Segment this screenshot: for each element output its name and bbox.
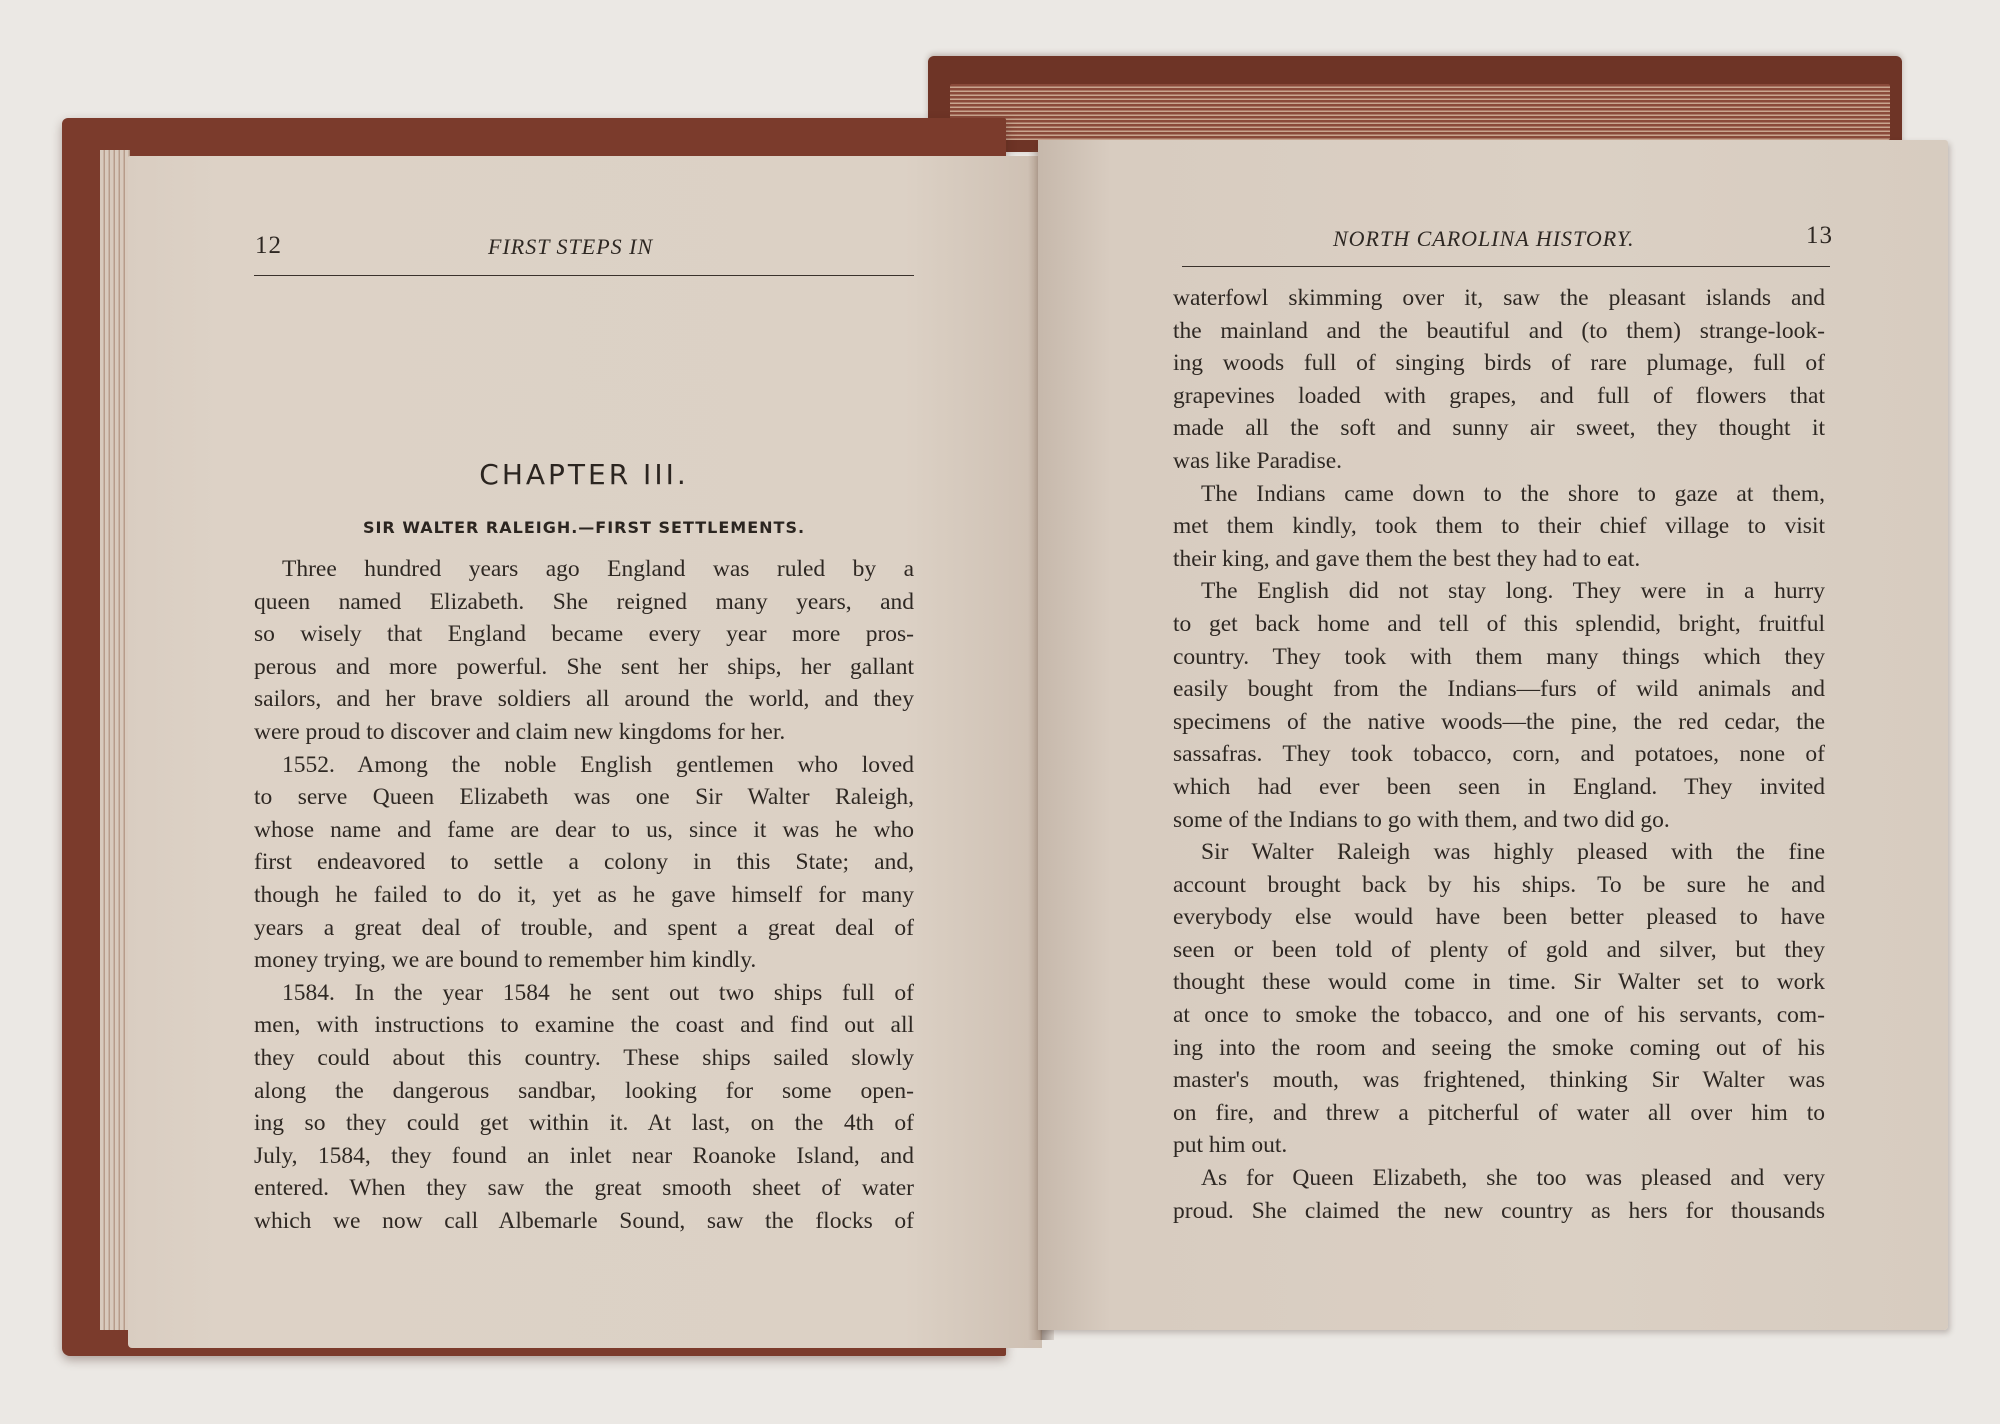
text-line: 1584. In the year 1584 he sent out two ships full of [282, 979, 914, 1006]
text-line: though he failed to do it, yet as he gave himself for many [254, 881, 914, 908]
text-line: account brought back by his ships. To be sure he and [1173, 871, 1825, 898]
text-line: made all the soft and sunny air sweet, they thought it [1173, 415, 1825, 442]
text-line: their king, and gave them the best they had to eat. [1173, 545, 1641, 572]
text-line: seen or been told of plenty of gold and silver, but they [1173, 936, 1825, 963]
text-line: July, 1584, they found an inlet near Roanoke Island, and [254, 1142, 914, 1169]
header-rule [254, 275, 914, 276]
text-line: Three hundred years ago England was ruled by a [282, 556, 914, 582]
text-line: thought these would come in time. Sir Walter set to work [1173, 969, 1825, 996]
text-line: was like Paradise. [1173, 447, 1343, 474]
text-line: the mainland and the beautiful and (to them) strange-look- [1173, 317, 1825, 344]
text-line: everybody else would have been better pleased to have [1173, 904, 1825, 931]
text-line: As for Queen Elizabeth, she too was pleased and very [1201, 1165, 1825, 1192]
text-line: met them kindly, took them to their chief village to visit [1173, 513, 1825, 540]
text-line: to get back home and tell of this splendid, bright, fruitful [1173, 610, 1825, 637]
left-page-number: 12 [255, 232, 282, 259]
text-line: country. They took with them many things which they [1173, 643, 1825, 670]
text-line: put him out. [1173, 1132, 1288, 1159]
text-line: along the dangerous sandbar, looking for some open- [254, 1077, 914, 1104]
page-block-edges [950, 84, 1890, 140]
text-line: which we now call Albemarle Sound, saw the flocks of [254, 1207, 914, 1234]
text-line: which had ever been seen in England. They invited [1173, 773, 1825, 800]
text-line: men, with instructions to examine the coast and find out all [254, 1012, 914, 1039]
text-line: on fire, and threw a pitcherful of water all over him to [1173, 1099, 1825, 1126]
text-line: sailors, and her brave soldiers all around the world, and they [254, 686, 914, 713]
right-running-title: NORTH CAROLINA HISTORY. [1333, 226, 1635, 251]
text-line: ing woods full of singing birds of rare plumage, full of [1173, 350, 1825, 377]
header-rule [1182, 266, 1830, 267]
text-line: were proud to discover and claim new kingdoms for her. [254, 718, 786, 745]
right-page [1038, 140, 1948, 1330]
left-page-stack [100, 150, 130, 1330]
text-line: years a great deal of trouble, and spent a great deal of [254, 914, 914, 941]
text-line: specimens of the native woods—the pine, the red cedar, the [1173, 708, 1825, 735]
text-line: to serve Queen Elizabeth was one Sir Walter Raleigh, [254, 784, 914, 811]
text-line: grapevines loaded with grapes, and full of flowers that [1173, 382, 1825, 409]
chapter-subtitle: SIR WALTER RALEIGH.—FIRST SETTLEMENTS. [362, 518, 806, 537]
text-line: perous and more powerful. She sent her ships, her gallant [254, 653, 914, 680]
text-line: first endeavored to settle a colony in this State; and, [254, 849, 914, 876]
text-line: sassafras. They took tobacco, corn, and potatoes, none of [1173, 741, 1825, 768]
text-line: queen named Elizabeth. She reigned many years, and [254, 588, 914, 615]
text-line: whose name and fame are dear to us, since it was he who [254, 816, 914, 843]
left-running-title: FIRST STEPS IN [488, 234, 654, 259]
text-line: master's mouth, was frightened, thinking Sir Walter was [1173, 1067, 1825, 1094]
right-page-number: 13 [1806, 222, 1833, 249]
text-line: money trying, we are bound to remember him kindly. [254, 947, 757, 974]
left-page [128, 156, 1042, 1348]
text-line: they could about this country. These ships sailed slowly [254, 1044, 914, 1071]
text-line: at once to smoke the tobacco, and one of his servants, com- [1173, 1002, 1825, 1029]
text-line: waterfowl skimming over it, saw the pleasant islands and [1173, 285, 1825, 311]
text-line: Sir Walter Raleigh was highly pleased with the fine [1201, 839, 1825, 866]
text-line: so wisely that England became every year more pros- [254, 621, 914, 648]
right-page-text [1173, 282, 1825, 1227]
text-line: ing so they could get within it. At last, on the 4th of [254, 1110, 914, 1137]
left-page-text [254, 553, 914, 1237]
text-line: 1552. Among the noble English gentlemen who loved [282, 751, 914, 778]
text-line: some of the Indians to go with them, and two did go. [1173, 806, 1670, 833]
text-line: The Indians came down to the shore to gaze at them, [1201, 480, 1825, 507]
text-line: ing into the room and seeing the smoke coming out of his [1173, 1034, 1825, 1061]
text-line: entered. When they saw the great smooth sheet of water [254, 1175, 914, 1202]
text-line: proud. She claimed the new country as hers for thousands [1173, 1197, 1825, 1224]
chapter-title: CHAPTER III. [479, 458, 689, 491]
text-line: easily bought from the Indians—furs of wild animals and [1173, 676, 1825, 703]
text-line: The English did not stay long. They were in a hurry [1201, 578, 1825, 605]
